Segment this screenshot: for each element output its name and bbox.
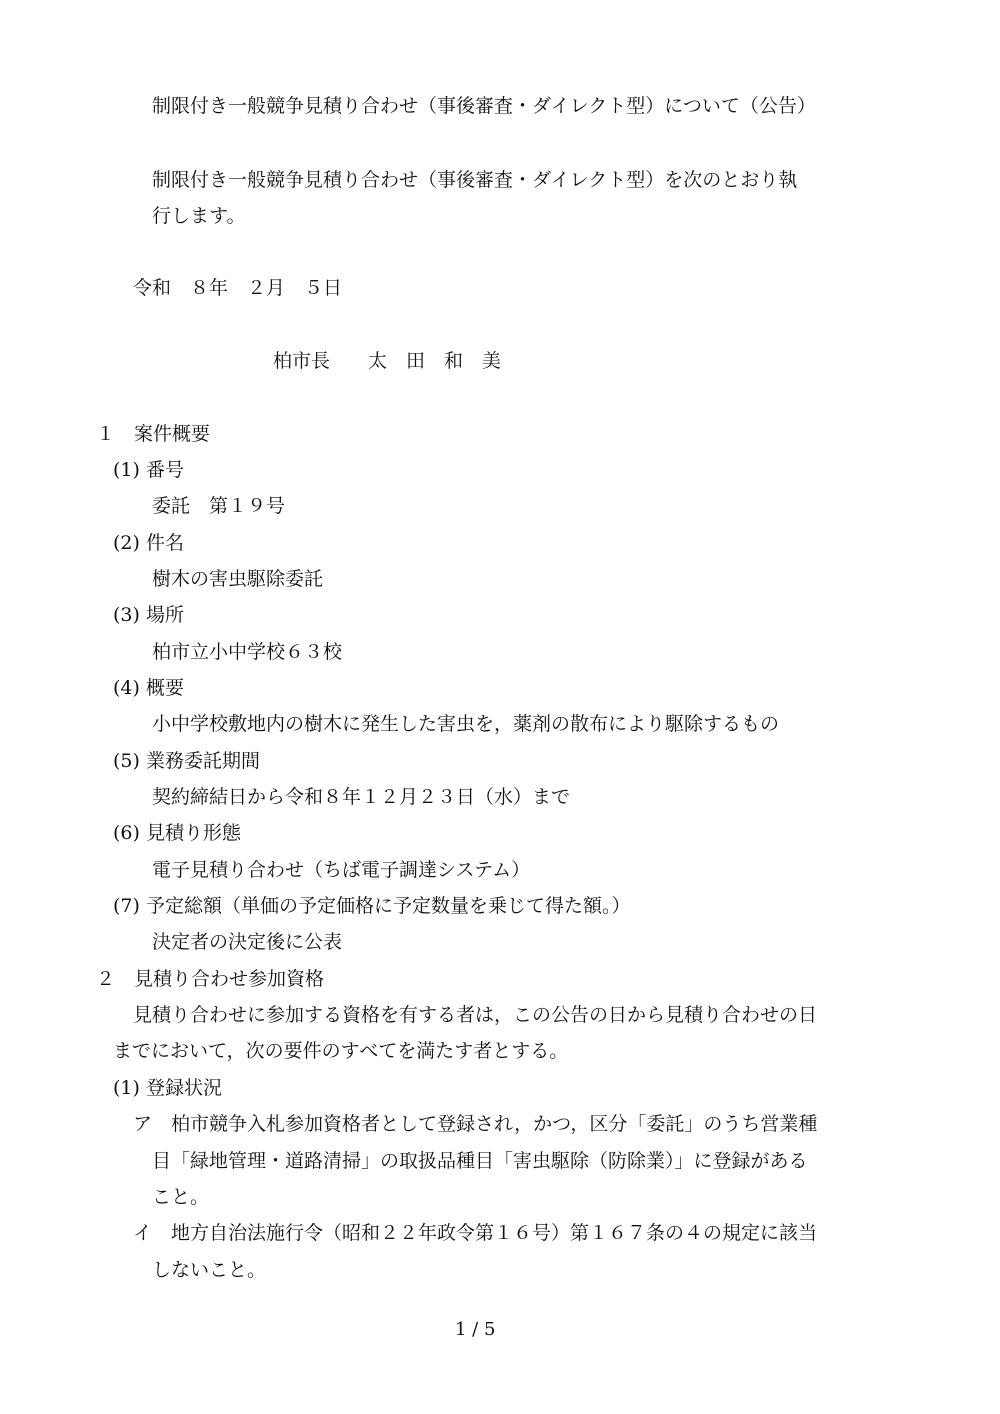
item-1-value: 委託 第１９号	[152, 495, 286, 517]
intro-line-1: 制限付き一般競争見積り合わせ（事後審査・ダイレクト型）を次のとおり執	[152, 169, 798, 191]
signatory: 柏市長 太 田 和 美	[273, 350, 502, 372]
req-i-line-1: イ 地方自治法施行令（昭和２２年政令第１６号）第１６７条の４の規定に該当	[133, 1222, 818, 1244]
item-3-value: 柏市立小中学校６３校	[152, 641, 343, 663]
item-5-value: 契約締結日から令和８年１２月２３日（水）まで	[152, 786, 571, 808]
req-a-line-2: 目「緑地管理・道路清掃」の取扱品種目「害虫駆除（防除業）」に登録がある	[152, 1150, 808, 1172]
section-1-heading: １ 案件概要	[96, 423, 211, 445]
item-2-label: (2) 件名	[113, 532, 184, 554]
req-a-line-1: ア 柏市競争入札参加資格者として登録され，かつ，区分「委託」のうち営業種	[133, 1113, 818, 1135]
item-2-value: 樹木の害虫駆除委託	[152, 568, 324, 590]
item-7-value: 決定者の決定後に公表	[152, 931, 343, 953]
req-i-line-2: しないこと。	[152, 1259, 267, 1281]
item-4-value: 小中学校敷地内の樹木に発生した害虫を，薬剤の散布により駆除するもの	[152, 713, 780, 735]
notice-date: 令和 ８年 ２月 ５日	[133, 277, 343, 299]
item-1-label: (1) 番号	[113, 459, 184, 481]
item-6-label: (6) 見積り形態	[113, 822, 241, 844]
page-number: 1 / 5	[455, 1319, 496, 1340]
req-a-line-3: こと。	[152, 1186, 210, 1208]
item-7-label: (7) 予定総額（単価の予定価格に予定数量を乗じて得た額。）	[113, 895, 631, 917]
item-4-label: (4) 概要	[113, 677, 184, 699]
item-5-label: (5) 業務委託期間	[113, 750, 260, 772]
section-2-heading: ２ 見積り合わせ参加資格	[96, 968, 325, 990]
intro-line-2: 行します。	[152, 205, 246, 227]
item-3-label: (3) 場所	[113, 604, 184, 626]
item-6-value: 電子見積り合わせ（ちば電子調達システム）	[152, 859, 531, 881]
section-2-para-line-1: 見積り合わせに参加する資格を有する者は，この公告の日から見積り合わせの日	[133, 1004, 818, 1026]
section-2-para-line-2: までにおいて，次の要件のすべてを満たす者とする。	[113, 1040, 569, 1062]
sub-1-label: (1) 登録状況	[113, 1077, 222, 1099]
notice-title: 制限付き一般競争見積り合わせ（事後審査・ダイレクト型）について（公告）	[152, 95, 816, 117]
